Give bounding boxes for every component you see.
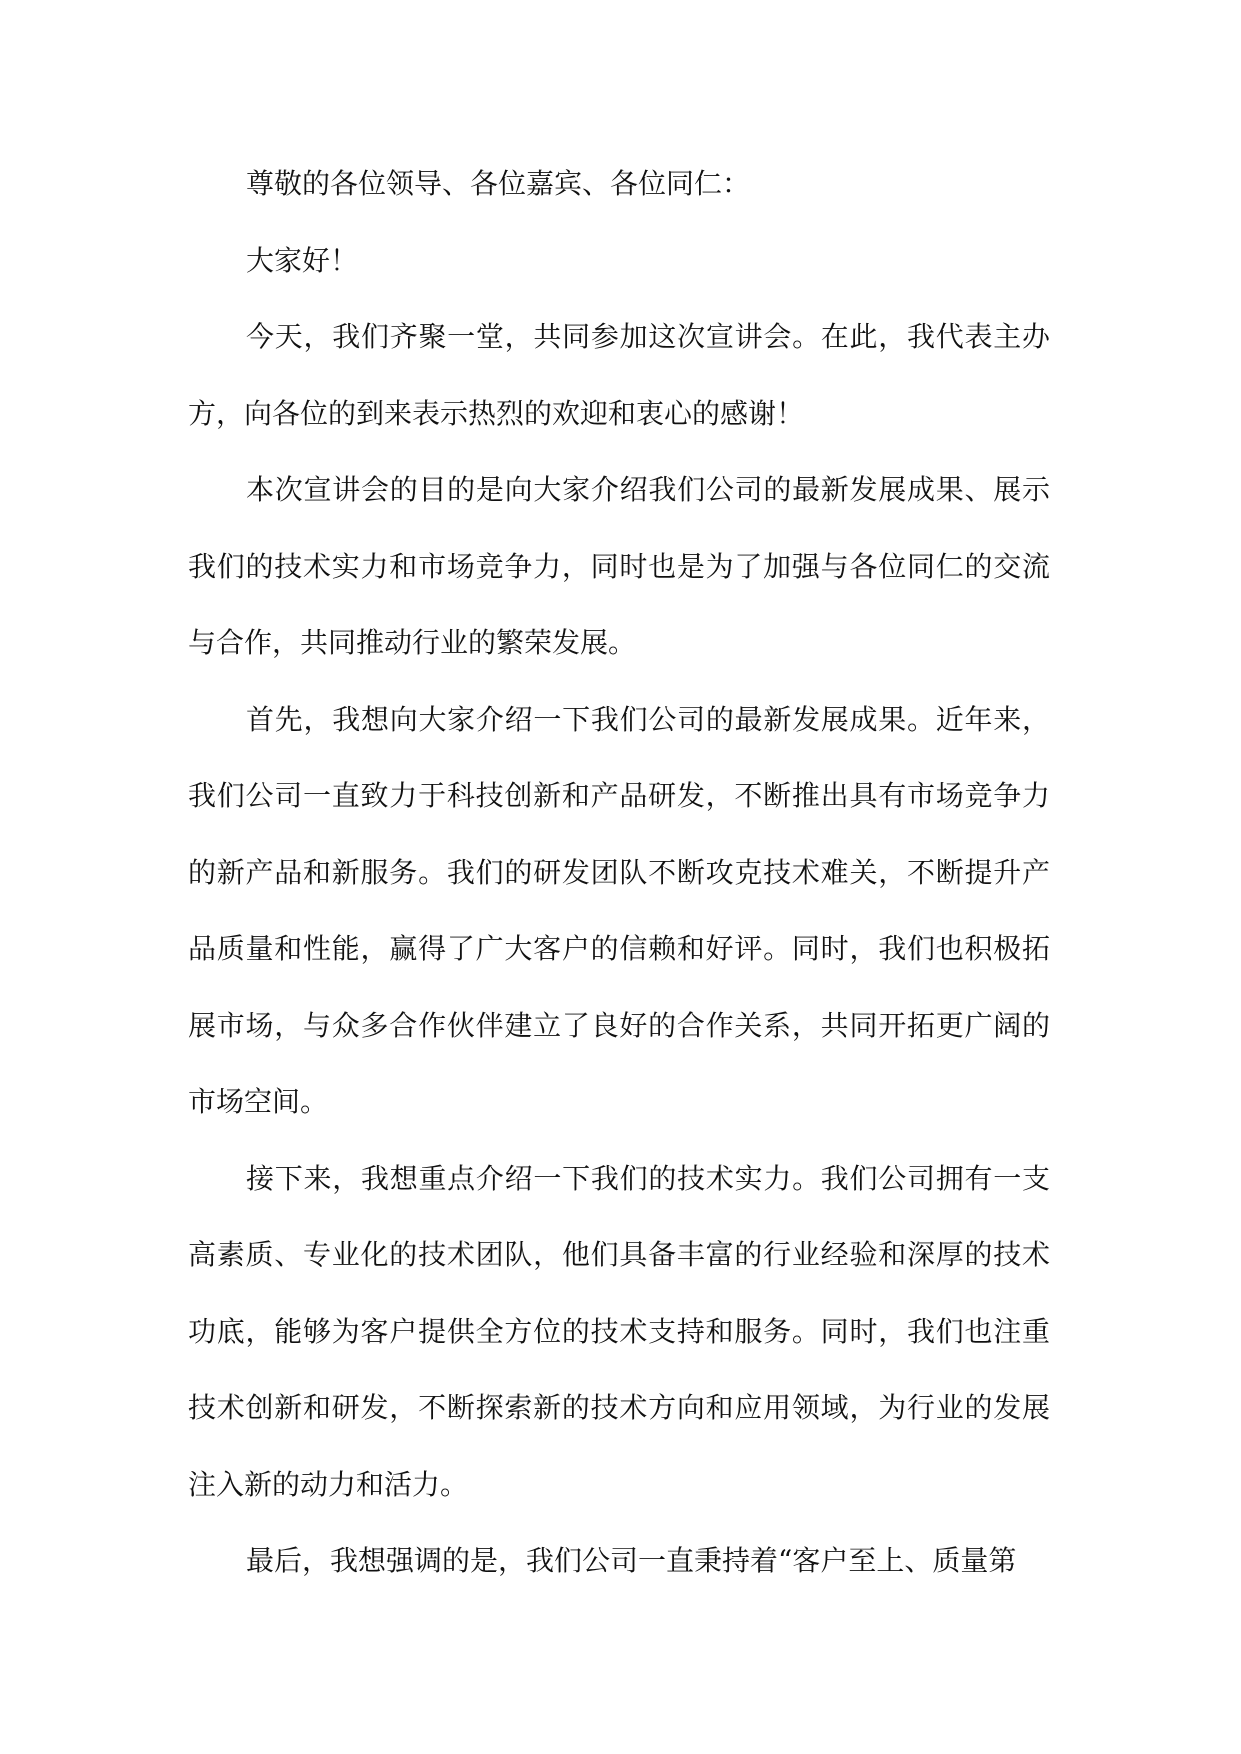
paragraph-closing: 最后，我想强调的是，我们公司一直秉持着“客户至上、质量第 (246, 1544, 1017, 1577)
greeting: 大家好！ (246, 243, 359, 277)
paragraph-technology: 接下来，我想重点介绍一下我们的技术实力。我们公司拥有一支高素质、专业化的技术团队，他们具备丰富的行业经验和深厚的技术功底，能够为客户提供全方位的技术支持和服务。同时，我们也注重技术创新和研发，不断探索新的技术方向和应用领域，为行业的发展注入新的动力和活力。 (188, 1161, 1050, 1501)
paragraph-welcome: 今天，我们齐聚一堂，共同参加这次宣讲会。在此，我代表主办方，向各位的到来表示热烈的欢迎和衷心的感谢！ (188, 320, 1050, 430)
document-body (188, 146, 1050, 1600)
paragraph-purpose: 本次宣讲会的目的是向大家介绍我们公司的最新发展成果、展示我们的技术实力和市场竞争力，同时也是为了加强与各位同仁的交流与合作，共同推动行业的繁荣发展。 (188, 473, 1050, 659)
paragraph-achievements: 首先，我想向大家介绍一下我们公司的最新发展成果。近年来，我们公司一直致力于科技创新和产品研发，不断推出具有市场竞争力的新产品和新服务。我们的研发团队不断攻克技术难关，不断提升产品质量和性能，赢得了广大客户的信赖和好评。同时，我们也积极拓展市场，与众多合作伙伴建立了良好的合作关系，共同开拓更广阔的市场空间。 (188, 702, 1050, 1118)
salutation: 尊敬的各位领导、各位嘉宾、各位同仁： (246, 167, 751, 200)
